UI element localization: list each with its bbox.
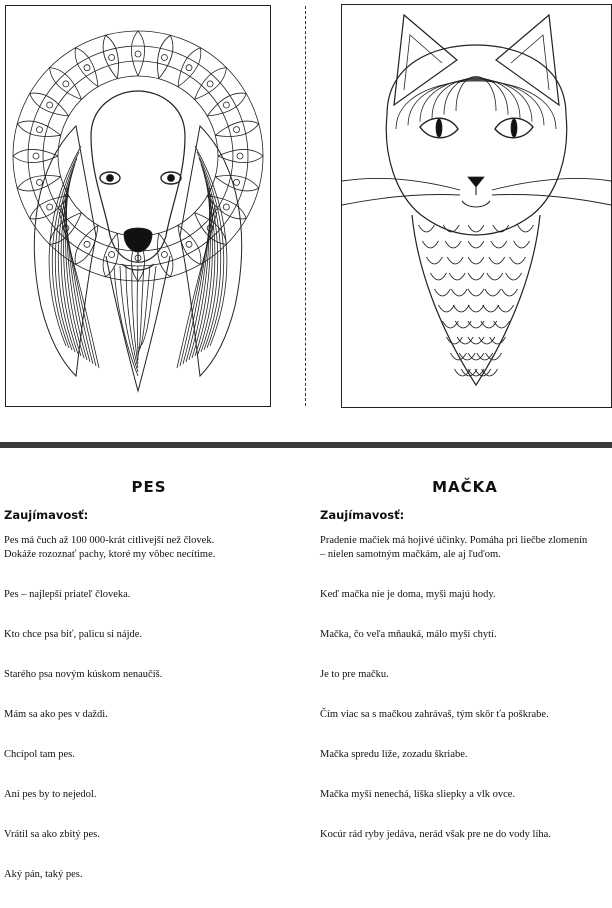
cat-fact-line: – nielen samotným mačkám, ale aj ľuďom. [320, 549, 501, 560]
cat-fact [320, 534, 610, 562]
saying-item: Mačka spredu líže, zozadu škriabe. [320, 749, 468, 760]
dog-fact-heading: Zaujímavosť: [4, 508, 89, 522]
saying-item: Mám sa ako pes v daždi. [4, 709, 108, 720]
cat-title: MAČKA [432, 478, 498, 496]
dog-text-column [4, 474, 296, 908]
saying-item: Vrátil sa ako zbitý pes. [4, 829, 100, 840]
cat-mandala-illustration [342, 5, 611, 407]
saying-item: Starého psa novým kúskom nenaučíš. [4, 669, 163, 680]
cut-line-divider [305, 6, 306, 406]
dog-sayings-list [4, 588, 296, 882]
saying-item: Kocúr rád ryby jedáva, nerád však pre ne do vody líha. [320, 829, 551, 840]
saying-item: Mačka myši nenechá, líška sliepky a vlk ovce. [320, 789, 516, 800]
saying-item: Čím viac sa s mačkou zahrávaš, tým skôr ťa poškrabe. [320, 709, 549, 720]
dog-title: PES [131, 478, 167, 496]
dog-coloring-image [5, 5, 271, 407]
dog-fact-line: Pes má čuch až 100 000-krát citlivejší než človek. [4, 535, 215, 546]
dog-fact [4, 534, 294, 562]
saying-item: Pes – najlepší priateľ človeka. [4, 589, 131, 600]
saying-item: Je to pre mačku. [320, 669, 389, 680]
dog-mandala-illustration [6, 6, 270, 406]
saying-item: Ani pes by to nejedol. [4, 789, 97, 800]
cat-fact-line: Pradenie mačiek má hojivé účinky. Pomáha pri liečbe zlomenín [320, 535, 588, 546]
dog-fact-line: Dokáže rozoznať pachy, ktoré my vôbec necítime. [4, 549, 216, 560]
saying-item: Mačka, čo veľa mňauká, málo myší chytí. [320, 629, 497, 640]
saying-item: Chcípol tam pes. [4, 749, 75, 760]
cat-fact-heading: Zaujímavosť: [320, 508, 405, 522]
section-separator-band [0, 442, 612, 448]
saying-item: Aký pán, taký pes. [4, 869, 83, 880]
cat-coloring-image [341, 4, 612, 408]
saying-item: Kto chce psa biť, palicu si nájde. [4, 629, 143, 640]
saying-item: Keď mačka nie je doma, myši majú hody. [320, 589, 496, 600]
cat-text-column [320, 474, 612, 868]
cat-sayings-list [320, 588, 612, 842]
